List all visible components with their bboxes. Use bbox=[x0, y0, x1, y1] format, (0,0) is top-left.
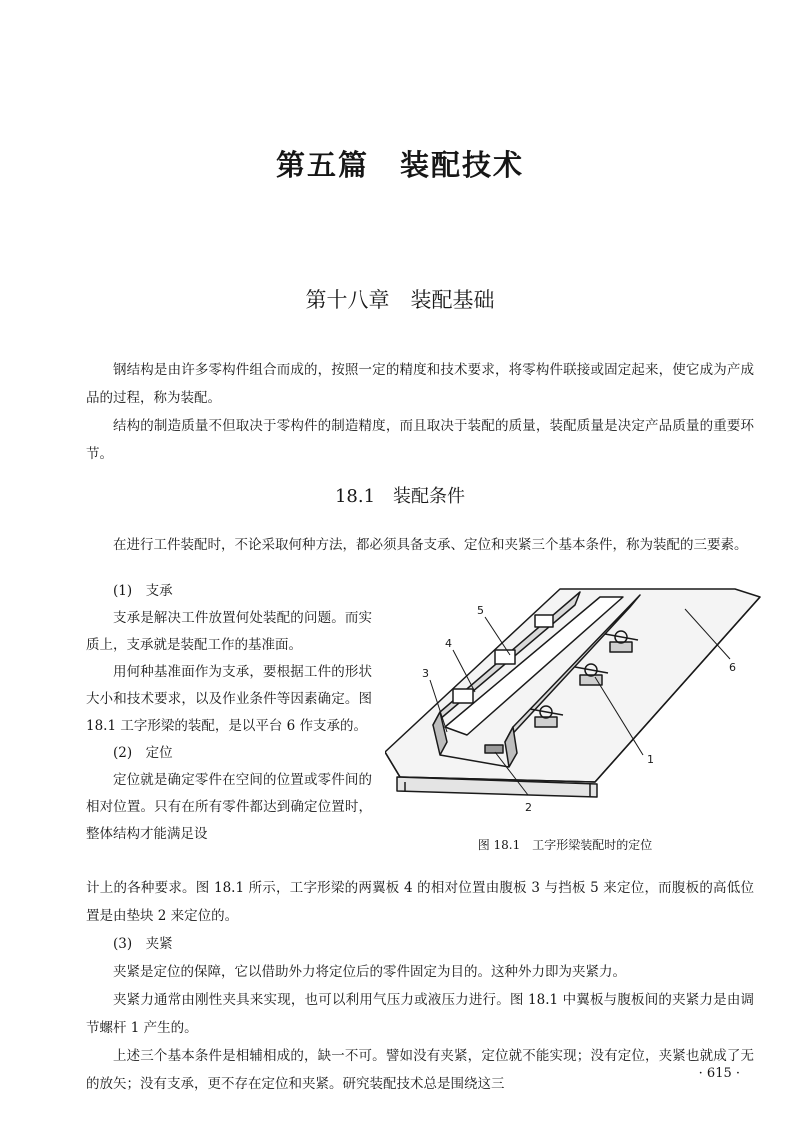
callout-1: 1 bbox=[647, 753, 654, 766]
part-title: 第五篇 装配技术 bbox=[275, 148, 524, 182]
intro-paragraph-1: 钢结构是由许多零构件组合而成的，按照一定的精度和技术要求，将零构件联接或固定起来，使它成为产成品的过程，称为装配。 bbox=[86, 362, 754, 406]
clamping-paragraph-3: 上述三个基本条件是相辅相成的，缺一不可。譬如没有夹紧，定位就不能实现；没有定位，夹紧也就成了无的放矢；没有支承，更不存在定位和夹紧。研究装配技术总是围绕这三 bbox=[86, 1048, 754, 1092]
page-number: · 615 · bbox=[698, 1066, 740, 1081]
figure-i-beam-assembly bbox=[385, 577, 780, 822]
callout-4: 4 bbox=[445, 637, 452, 650]
callout-3: 3 bbox=[422, 667, 429, 680]
callout-5: 5 bbox=[477, 604, 484, 617]
stop-plate-a bbox=[453, 689, 473, 703]
narrow-column bbox=[86, 578, 372, 848]
figure-caption: 图 18.1 工字形梁装配时的定位 bbox=[477, 838, 653, 852]
intro-text bbox=[86, 356, 754, 468]
callout-6: 6 bbox=[729, 661, 736, 674]
clamping-paragraph-2: 夹紧力通常由刚性夹具来实现，也可以利用气压力或液压力进行。图 18.1 中翼板与腹板间的夹紧力是由调节螺杆 1 产生的。 bbox=[86, 992, 754, 1036]
stop-plate-c bbox=[535, 615, 553, 627]
section-intro-paragraph: 在进行工件装配时，不论采取何种方法，都必须具备支承、定位和夹紧三个基本条件，称为装配的三要素。 bbox=[113, 537, 748, 553]
section-intro bbox=[86, 531, 754, 559]
shim-block bbox=[485, 745, 503, 753]
support-paragraph-2: 用何种基准面作为支承，要根据工件的形状大小和技术要求，以及作业条件等因素确定。图 18.1 工字形梁的装配，是以平台 6 作支承的。 bbox=[86, 664, 372, 734]
support-heading: (1) 支承 bbox=[113, 583, 173, 599]
chapter-title: 第十八章 装配基础 bbox=[305, 288, 495, 312]
intro-paragraph-2: 结构的制造质量不但取决于零构件的制造精度，而且取决于装配的质量，装配质量是决定产品质量的重要环节。 bbox=[86, 418, 754, 462]
stop-plate-b bbox=[495, 650, 515, 664]
positioning-heading: (2) 定位 bbox=[113, 745, 173, 761]
positioning-paragraph-end: 计上的各种要求。图 18.1 所示，工字形梁的两翼板 4 的相对位置由腹板 3 与挡板 5 来定位，而腹板的高低位置是由垫块 2 来定位的。 bbox=[86, 880, 754, 924]
positioning-paragraph-start: 定位就是确定零件在空间的位置或零件间的相对位置。只有在所有零件都达到确定位置时，整体结构才能满足设 bbox=[86, 772, 372, 842]
clamping-heading: (3) 夹紧 bbox=[113, 936, 173, 952]
section-title: 18.1 装配条件 bbox=[334, 486, 466, 507]
callout-2: 2 bbox=[525, 801, 532, 814]
lower-text bbox=[86, 874, 754, 1098]
support-paragraph-1: 支承是解决工件放置何处装配的问题。而实质上，支承就是装配工作的基准面。 bbox=[86, 610, 372, 653]
clamping-paragraph-1: 夹紧是定位的保障，它以借助外力将定位后的零件固定为目的。这种外力即为夹紧力。 bbox=[113, 964, 626, 980]
